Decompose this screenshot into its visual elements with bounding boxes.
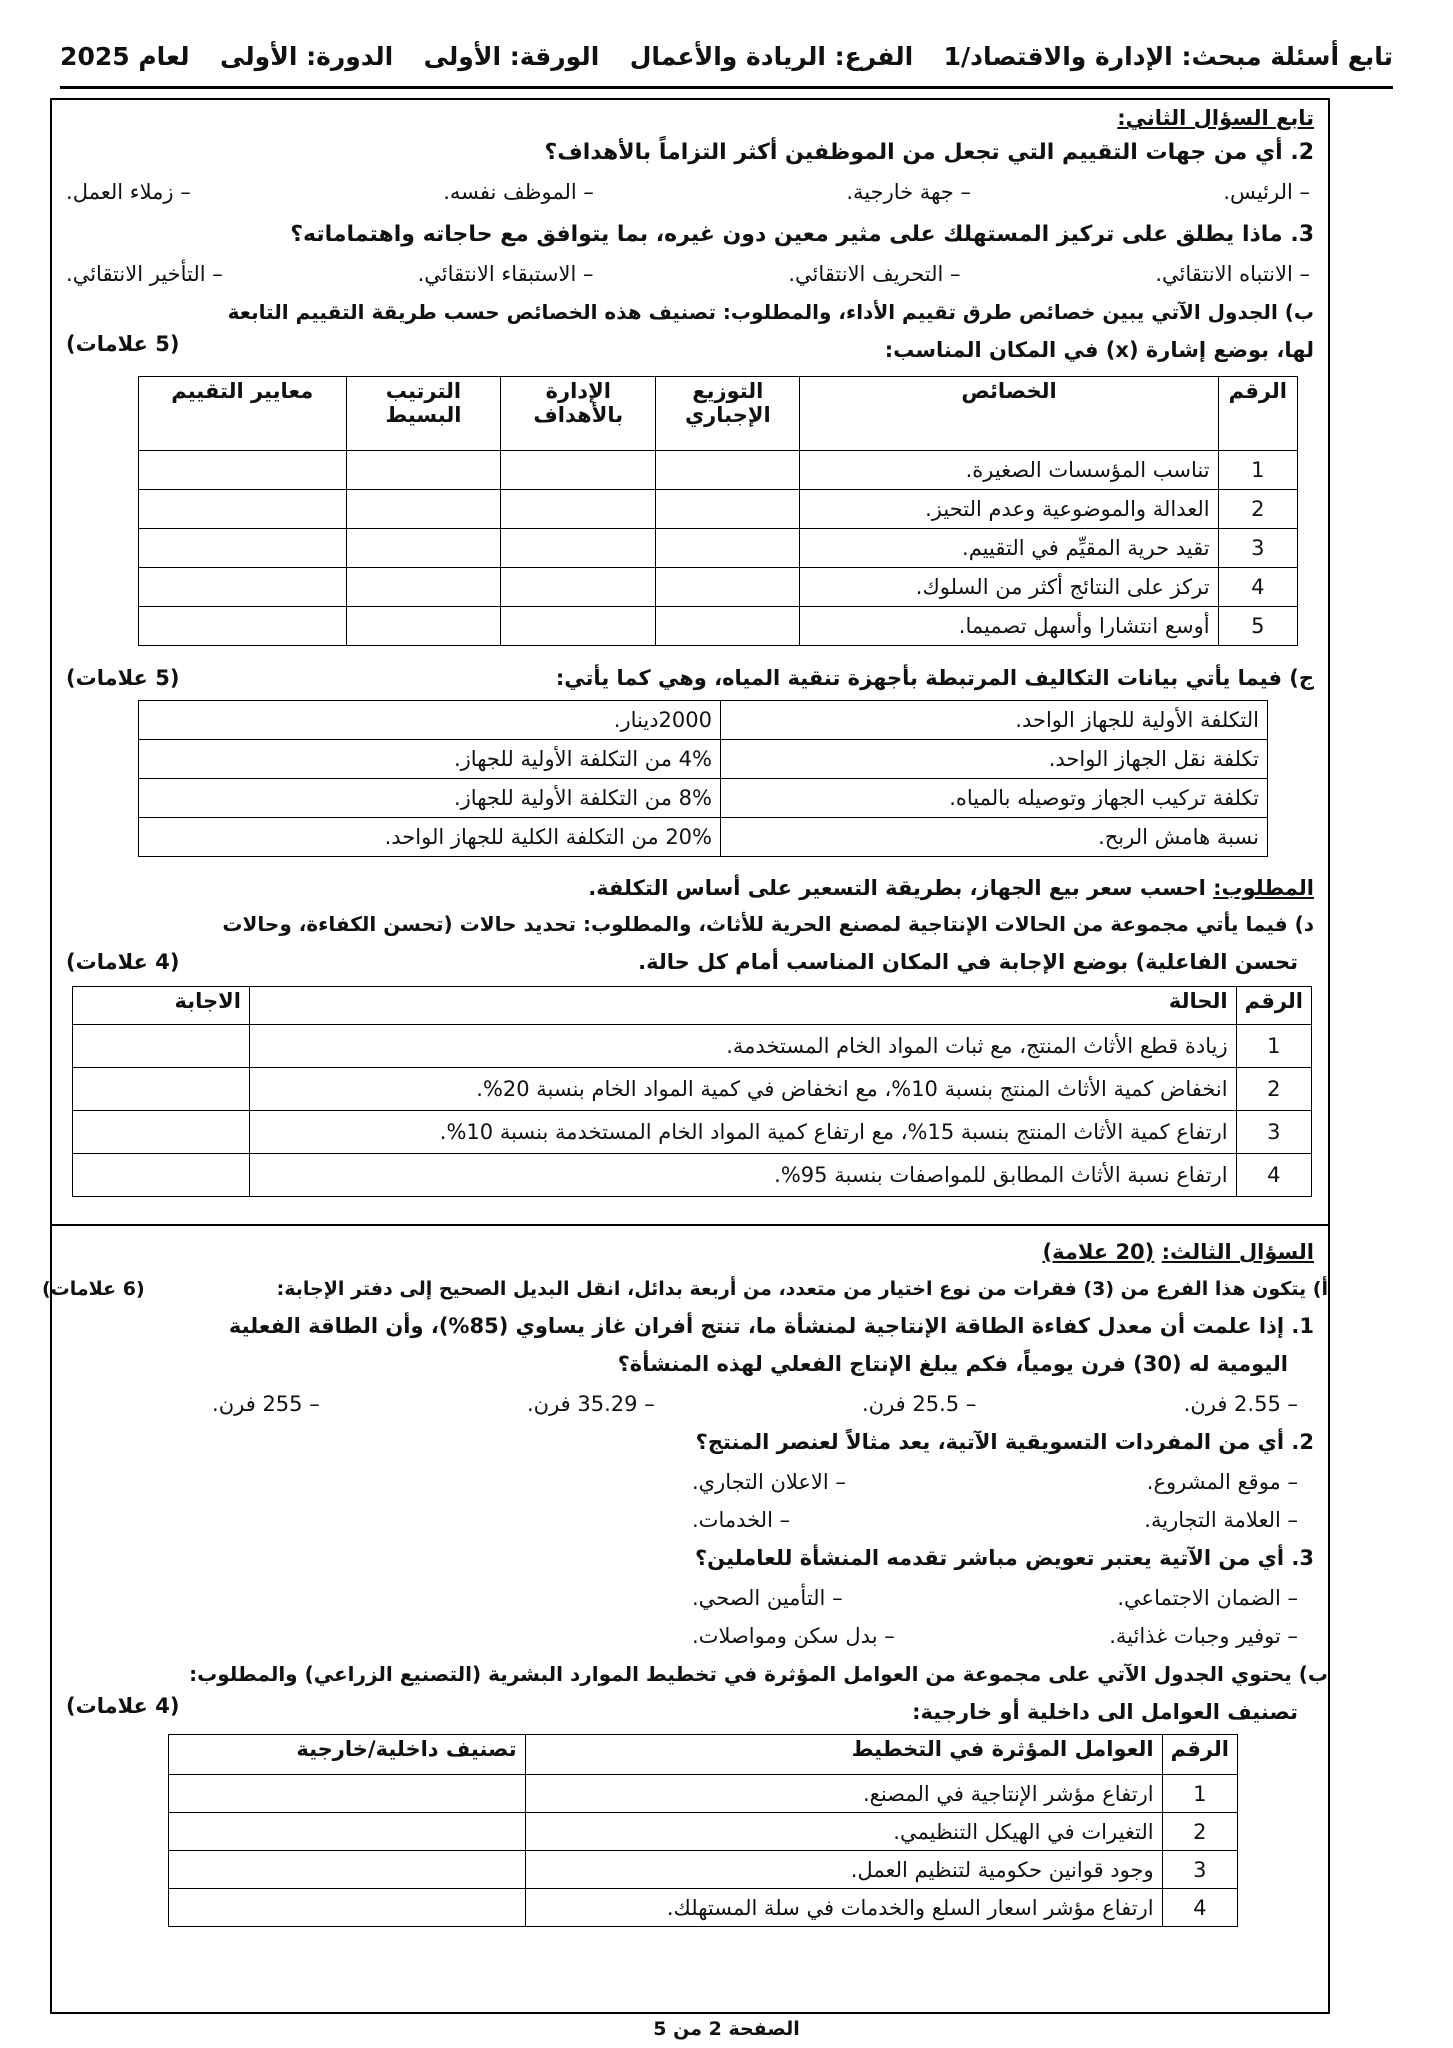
answer-cell[interactable] — [73, 1154, 250, 1197]
q2-item3-option-3: – الاستبقاء الانتقائي. — [417, 262, 594, 286]
q2-item2-options — [66, 180, 1310, 204]
q2-heading: تابع السؤال الثاني: — [1117, 106, 1314, 130]
q2-part-c-text: ج) فيما يأتي بيانات التكاليف المرتبطة بأجهزة تنقية المياه، وهي كما يأتي: — [555, 666, 1314, 690]
table-row — [169, 1813, 1238, 1851]
factors-table — [168, 1734, 1238, 1927]
cost-label: تكلفة نقل الجهاز الواحد. — [721, 740, 1268, 779]
q2-part-c-required — [66, 876, 1314, 900]
q3-item3-question: 3. أي من الآتية يعتبر تعويض مباشر تقدمه المنشأة للعاملين؟ — [694, 1546, 1314, 1570]
table-row — [139, 818, 1268, 857]
q3-item2-option-1: – موقع المشروع. — [1146, 1470, 1298, 1494]
table-row — [139, 529, 1298, 568]
q3-item1-option-4: – 255 فرن. — [212, 1392, 320, 1416]
q3-part-a-marks: (6 علامات) — [42, 1278, 145, 1300]
cost-value: 4% من التكلفة الأولية للجهاز. — [139, 740, 721, 779]
answer-cell[interactable] — [656, 451, 800, 490]
answer-cell[interactable] — [501, 607, 656, 646]
header-paper: الورقة: الأولى — [423, 42, 600, 71]
answer-cell[interactable] — [656, 568, 800, 607]
answer-cell[interactable] — [139, 568, 347, 607]
q2-methods-table — [138, 376, 1298, 646]
row-num: 5 — [1218, 607, 1297, 646]
header-title: تابع أسئلة مبحث: الإدارة والاقتصاد/1 — [943, 42, 1393, 71]
q3-item2-options-row1 — [692, 1470, 1298, 1494]
table-row — [169, 1889, 1238, 1927]
cost-value: 8% من التكلفة الأولية للجهاز. — [139, 779, 721, 818]
col-simple-ranking: الترتيب البسيط — [346, 377, 501, 451]
row-num: 4 — [1218, 568, 1297, 607]
col-num: الرقم — [1162, 1735, 1237, 1775]
row-num: 2 — [1218, 490, 1297, 529]
table-row — [169, 1775, 1238, 1813]
row-characteristic: تركز على النتائج أكثر من السلوك. — [800, 568, 1218, 607]
q3-item3-option-1: – الضمان الاجتماعي. — [1117, 1586, 1298, 1610]
row-num: 4 — [1162, 1889, 1237, 1927]
header-year: لعام 2025 — [60, 42, 190, 71]
q3-item1-option-3: – 35.29 فرن. — [527, 1392, 655, 1416]
q2-item2-option-3: – الموظف نفسه. — [443, 180, 594, 204]
q2-item3-option-4: – التأخير الانتقائي. — [66, 262, 223, 286]
q3-item2-option-4: – الخدمات. — [692, 1508, 791, 1532]
answer-cell[interactable] — [346, 529, 501, 568]
q2-part-b-marks: (5 علامات) — [66, 332, 180, 356]
q3-item2-options-row2 — [692, 1508, 1298, 1532]
row-num: 1 — [1218, 451, 1297, 490]
header-session: الدورة: الأولى — [219, 42, 394, 71]
table-row — [139, 701, 1268, 740]
answer-cell[interactable] — [73, 1025, 250, 1068]
answer-cell[interactable] — [346, 568, 501, 607]
col-case: الحالة — [250, 987, 1237, 1025]
q3-item3-options-row1 — [692, 1586, 1298, 1610]
table-row — [73, 1154, 1312, 1197]
q3-item1-line1: 1. إذا علمت أن معدل كفاءة الطاقة الإنتاجية لمنشأة ما، تنتج أفران غاز يساوي (85%)، وأن الطاقة الفعلية — [228, 1314, 1314, 1338]
answer-cell[interactable] — [656, 490, 800, 529]
col-num: الرقم — [1218, 377, 1297, 451]
row-case: ارتفاع كمية الأثاث المنتج بنسبة 15%، مع ارتفاع كمية المواد الخام المستخدمة بنسبة 10%. — [250, 1111, 1237, 1154]
q3-item1-line2: اليومية له (30) فرن يومياً، فكم يبلغ الإنتاج الفعلي لهذه المنشأة؟ — [617, 1352, 1288, 1376]
row-factor: ارتفاع مؤشر اسعار السلع والخدمات في سلة المستهلك. — [525, 1889, 1162, 1927]
answer-cell[interactable] — [73, 1068, 250, 1111]
answer-cell[interactable] — [169, 1813, 526, 1851]
cost-data-table — [138, 700, 1268, 857]
q2-item2-option-1: – الرئيس. — [1223, 180, 1310, 204]
row-num: 1 — [1236, 1025, 1311, 1068]
row-num: 3 — [1162, 1851, 1237, 1889]
q2-item3-question: 3. ماذا يطلق على تركيز المستهلك على مثير معين دون غيره، بما يتوافق مع حاجاته واهتماماته؟ — [290, 222, 1314, 247]
cost-label: نسبة هامش الربح. — [721, 818, 1268, 857]
table-row — [139, 779, 1268, 818]
q2-item2-option-2: – جهة خارجية. — [846, 180, 971, 204]
required-text: احسب سعر بيع الجهاز، بطريقة التسعير على أساس التكلفة. — [588, 876, 1206, 900]
q3-item2-option-3: – العلامة التجارية. — [1144, 1508, 1298, 1532]
header-branch: الفرع: الريادة والأعمال — [629, 42, 914, 71]
table-row — [169, 1851, 1238, 1889]
col-classification: تصنيف داخلية/خارجية — [169, 1735, 526, 1775]
answer-cell[interactable] — [346, 451, 501, 490]
answer-cell[interactable] — [139, 607, 347, 646]
section-divider — [52, 1224, 1328, 1226]
row-case: زيادة قطع الأثاث المنتج، مع ثبات المواد الخام المستخدمة. — [250, 1025, 1237, 1068]
q2-part-c-marks: (5 علامات) — [66, 666, 180, 690]
answer-cell[interactable] — [501, 568, 656, 607]
row-characteristic: تقيد حرية المقيِّم في التقييم. — [800, 529, 1218, 568]
q3-item3-option-3: – توفير وجبات غذائية. — [1109, 1624, 1298, 1648]
col-factors: العوامل المؤثرة في التخطيط — [525, 1735, 1162, 1775]
answer-cell[interactable] — [501, 490, 656, 529]
q2-part-d-marks: (4 علامات) — [66, 950, 180, 974]
q2-part-b-text2: لها، بوضع إشارة (x) في المكان المناسب: — [884, 338, 1314, 362]
row-characteristic: العدالة والموضوعية وعدم التحيز. — [800, 490, 1218, 529]
q3-part-a-intro: أ) يتكون هذا الفرع من (3) فقرات من نوع اختيار من متعدد، من أربعة بدائل، انقل البديل الصحيح إلى دفتر الإجابة: — [276, 1278, 1328, 1300]
row-case: ارتفاع نسبة الأثاث المطابق للمواصفات بنسبة 95%. — [250, 1154, 1237, 1197]
answer-cell[interactable] — [346, 490, 501, 529]
answer-cell[interactable] — [501, 451, 656, 490]
required-label: المطلوب: — [1213, 876, 1314, 900]
table-row — [139, 490, 1298, 529]
table-row — [139, 740, 1268, 779]
cost-label: التكلفة الأولية للجهاز الواحد. — [721, 701, 1268, 740]
answer-cell[interactable] — [139, 490, 347, 529]
table-row — [73, 1111, 1312, 1154]
row-characteristic: أوسع انتشارا وأسهل تصميما. — [800, 607, 1218, 646]
table-header-row — [73, 987, 1312, 1025]
page-number: الصفحة 2 من 5 — [653, 2018, 800, 2040]
q3-item3-options-row2 — [692, 1624, 1298, 1648]
q2-item3-options — [66, 262, 1310, 286]
answer-cell[interactable] — [169, 1889, 526, 1927]
q3-heading: السؤال الثالث: — [1161, 1240, 1314, 1264]
q2-item3-option-2: – التحريف الانتقائي. — [788, 262, 961, 286]
cost-value: 20% من التكلفة الكلية للجهاز الواحد. — [139, 818, 721, 857]
header-rule — [60, 86, 1393, 89]
table-row — [139, 607, 1298, 646]
row-factor: ارتفاع مؤشر الإنتاجية في المصنع. — [525, 1775, 1162, 1813]
answer-cell[interactable] — [346, 607, 501, 646]
q3-item2-question: 2. أي من المفردات التسويقية الآتية، يعد مثالاً لعنصر المنتج؟ — [695, 1430, 1314, 1454]
q3-part-b-text2: تصنيف العوامل الى داخلية أو خارجية: — [912, 1700, 1298, 1724]
q3-item2-option-2: – الاعلان التجاري. — [692, 1470, 846, 1494]
q3-heading-line — [66, 1240, 1314, 1264]
row-num: 2 — [1236, 1068, 1311, 1111]
q3-part-b-marks: (4 علامات) — [66, 1694, 180, 1718]
col-answer: الاجابة — [73, 987, 250, 1025]
q3-heading-marks: (20 علامة) — [1042, 1240, 1155, 1264]
answer-cell[interactable] — [169, 1775, 526, 1813]
col-mbo: الإدارة بالأهداف — [501, 377, 656, 451]
answer-cell[interactable] — [501, 529, 656, 568]
table-header-row — [139, 377, 1298, 451]
q2-item2-option-4: – زملاء العمل. — [66, 180, 191, 204]
q2-part-d-text2: تحسن الفاعلية) بوضع الإجابة في المكان المناسب أمام كل حالة. — [638, 950, 1298, 974]
row-num: 3 — [1218, 529, 1297, 568]
row-factor: وجود قوانين حكومية لتنظيم العمل. — [525, 1851, 1162, 1889]
row-num: 4 — [1236, 1154, 1311, 1197]
table-header-row — [169, 1735, 1238, 1775]
q3-item1-option-1: – 2.55 فرن. — [1183, 1392, 1298, 1416]
q3-item3-option-2: – التأمين الصحي. — [692, 1586, 843, 1610]
answer-cell[interactable] — [656, 529, 800, 568]
col-forced-distribution: التوزيع الإجباري — [656, 377, 800, 451]
q3-part-b-text1: ب) يحتوي الجدول الآتي على مجموعة من العوامل المؤثرة في تخطيط الموارد البشرية (التصنيع الزراعي) والمطلوب: — [189, 1662, 1328, 1686]
q2-part-d-text1: د) فيما يأتي مجموعة من الحالات الإنتاجية لمصنع الحرية للأثاث، والمطلوب: تحديد حالات (تحسن الكفاءة، وحالات — [222, 912, 1314, 936]
answer-cell[interactable] — [139, 451, 347, 490]
page-header — [60, 42, 1393, 71]
answer-cell[interactable] — [656, 607, 800, 646]
answer-cell[interactable] — [73, 1111, 250, 1154]
cost-label: تكلفة تركيب الجهاز وتوصيله بالمياه. — [721, 779, 1268, 818]
answer-cell[interactable] — [139, 529, 347, 568]
col-num: الرقم — [1236, 987, 1311, 1025]
row-factor: التغيرات في الهيكل التنظيمي. — [525, 1813, 1162, 1851]
row-case: انخفاض كمية الأثاث المنتج بنسبة 10%، مع انخفاض في كمية المواد الخام بنسبة 20%. — [250, 1068, 1237, 1111]
row-num: 1 — [1162, 1775, 1237, 1813]
q3-item1-options — [212, 1392, 1298, 1416]
q2-item2-question: 2. أي من جهات التقييم التي تجعل من الموظفين أكثر التزاماً بالأهداف؟ — [544, 140, 1314, 165]
q3-item3-option-4: – بدل سكن ومواصلات. — [692, 1624, 895, 1648]
cases-table — [72, 986, 1312, 1197]
col-rating-criteria: معايير التقييم — [139, 377, 347, 451]
col-characteristics: الخصائص — [800, 377, 1218, 451]
q2-item3-option-1: – الانتباه الانتقائي. — [1155, 262, 1310, 286]
table-row — [73, 1025, 1312, 1068]
row-num: 2 — [1162, 1813, 1237, 1851]
content-frame — [42, 98, 1330, 2014]
q3-item1-option-2: – 25.5 فرن. — [862, 1392, 977, 1416]
table-row — [139, 568, 1298, 607]
table-row — [139, 451, 1298, 490]
row-characteristic: تناسب المؤسسات الصغيرة. — [800, 451, 1218, 490]
cost-value: 2000دينار. — [139, 701, 721, 740]
table-row — [73, 1068, 1312, 1111]
answer-cell[interactable] — [169, 1851, 526, 1889]
row-num: 3 — [1236, 1111, 1311, 1154]
q2-part-b-text1: ب) الجدول الآتي يبين خصائص طرق تقييم الأداء، والمطلوب: تصنيف هذه الخصائص حسب طريقة التقييم التابعة — [227, 300, 1314, 324]
